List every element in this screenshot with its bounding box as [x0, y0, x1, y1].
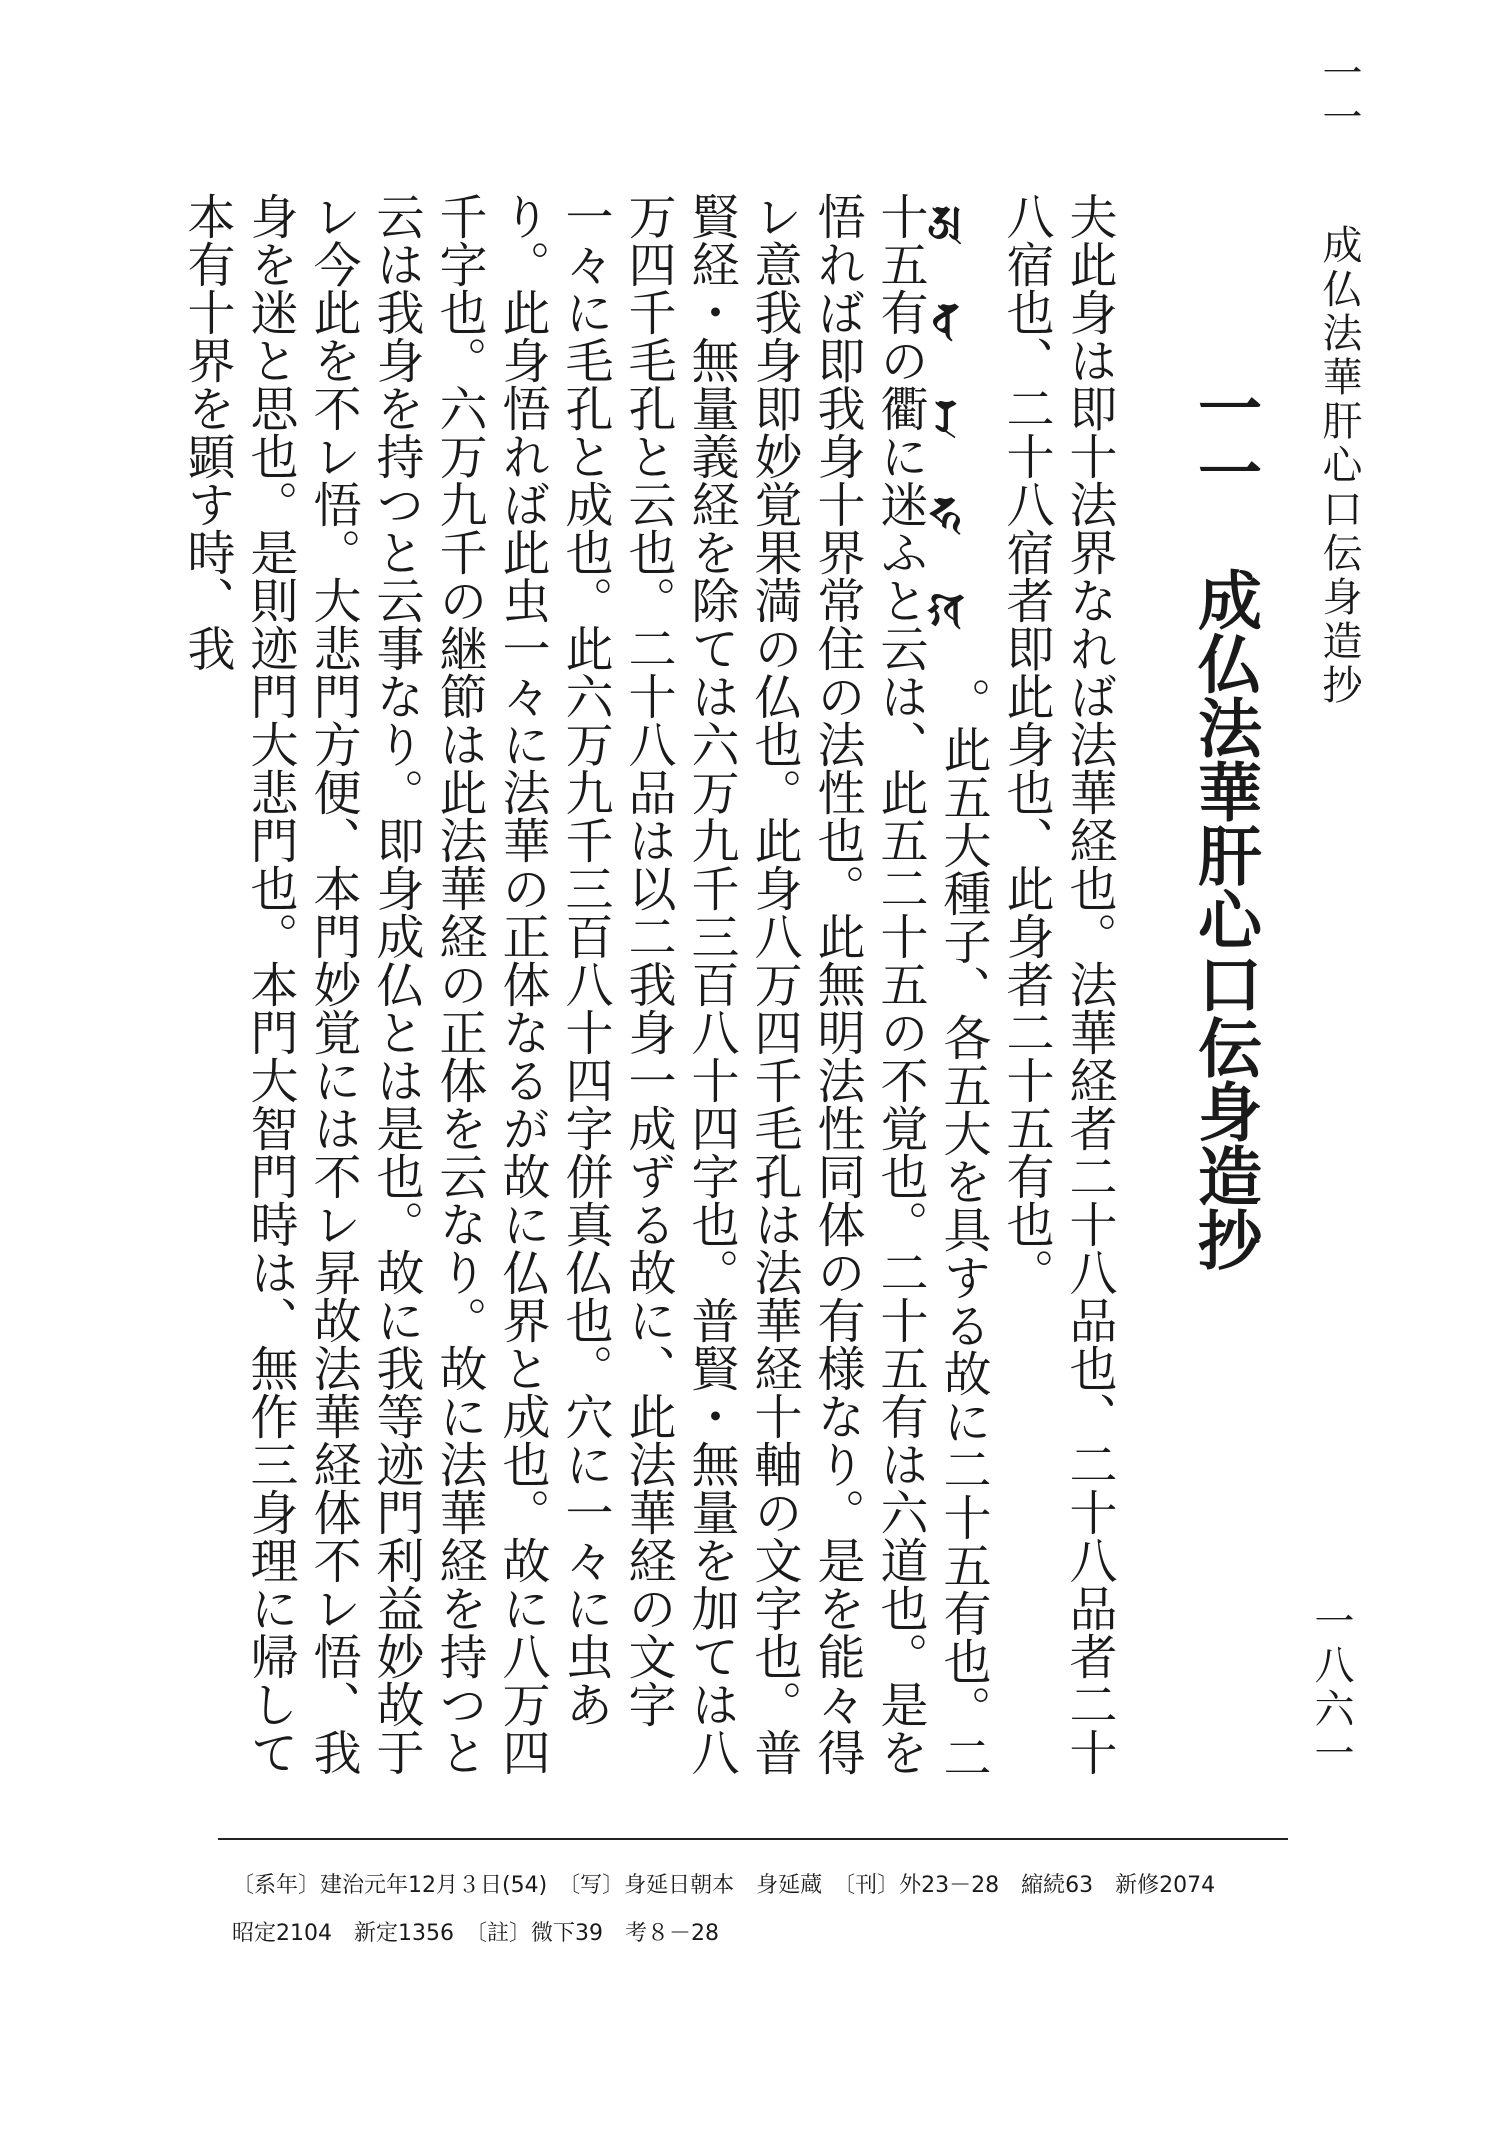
footnote-line-1: 〔系年〕建治元年12月３日(54) 〔写〕身延日朝本 身延蔵 〔刊〕外23－28 縮続63 新修2074 [232, 1873, 1216, 1898]
footnote [232, 1862, 1292, 1958]
body-paragraph: 夫此身は即十法界なれば法華経也。法華経者二十八品也、二十八品者二十八宿也、二十八宿者即此身也、此身者二十五有也。𑖀𑖤𑖨𑖮𑖏。此五大種子、各五大を具する故に二十五有也。二十五有の衢に迷ふと云は、此五二十五の不覚也。二十五有は六道也。是を悟れば即我身十界常住の法性也。此無明法性同体の有様なり。是を能々得レ意我身即妙覚果満の仏也。此身八万四千毛孔は法華経十軸の文字也。普賢経・無量義経を除ては六万九千三百八十四字也。普賢・無量を加ては八万四千毛孔と云也。二十八品は以二我身一成ずる故に、此法華経の文字一々に毛孔と成也。此六万九千三百八十四字併真仏也。穴に一々に虫あり。此身悟れば此虫一々に法華の正体なるが故に仏界と成也。故に八万四千字也。六万九千の継節は此法華経の正体を云なり。故に法華経を持つと云は我身を持つと云事なり。即身成仏とは是也。故に我等迹門利益妙故于レ今此を不レ悟。大悲門方便、本門妙覚には不レ昇故法華経体不レ悟、我身を迷と思也。是則迹門大悲門也。本門大智門時は、無作三身理に帰して本有十界を顕す時、我 [179, 192, 1117, 1781]
running-header-title: 成仏法華肝心口伝身造抄 [1316, 224, 1362, 708]
heading-title: 成仏法華肝心口伝身造抄 [1187, 567, 1262, 1271]
running-header-spacer [1316, 180, 1362, 224]
footnote-divider [218, 1838, 1288, 1840]
body-text [179, 192, 1120, 1812]
footnote-line-2: 昭定2104 新定1356 〔註〕微下39 考８－28 [232, 1921, 719, 1946]
running-header [1288, 52, 1368, 752]
document-heading [1160, 375, 1270, 1375]
heading-spacer [1187, 503, 1262, 567]
page-number: 一八六一 [1308, 1600, 1354, 1776]
heading-number: 一一 [1187, 375, 1262, 503]
running-header-number: 一一 [1316, 52, 1362, 140]
